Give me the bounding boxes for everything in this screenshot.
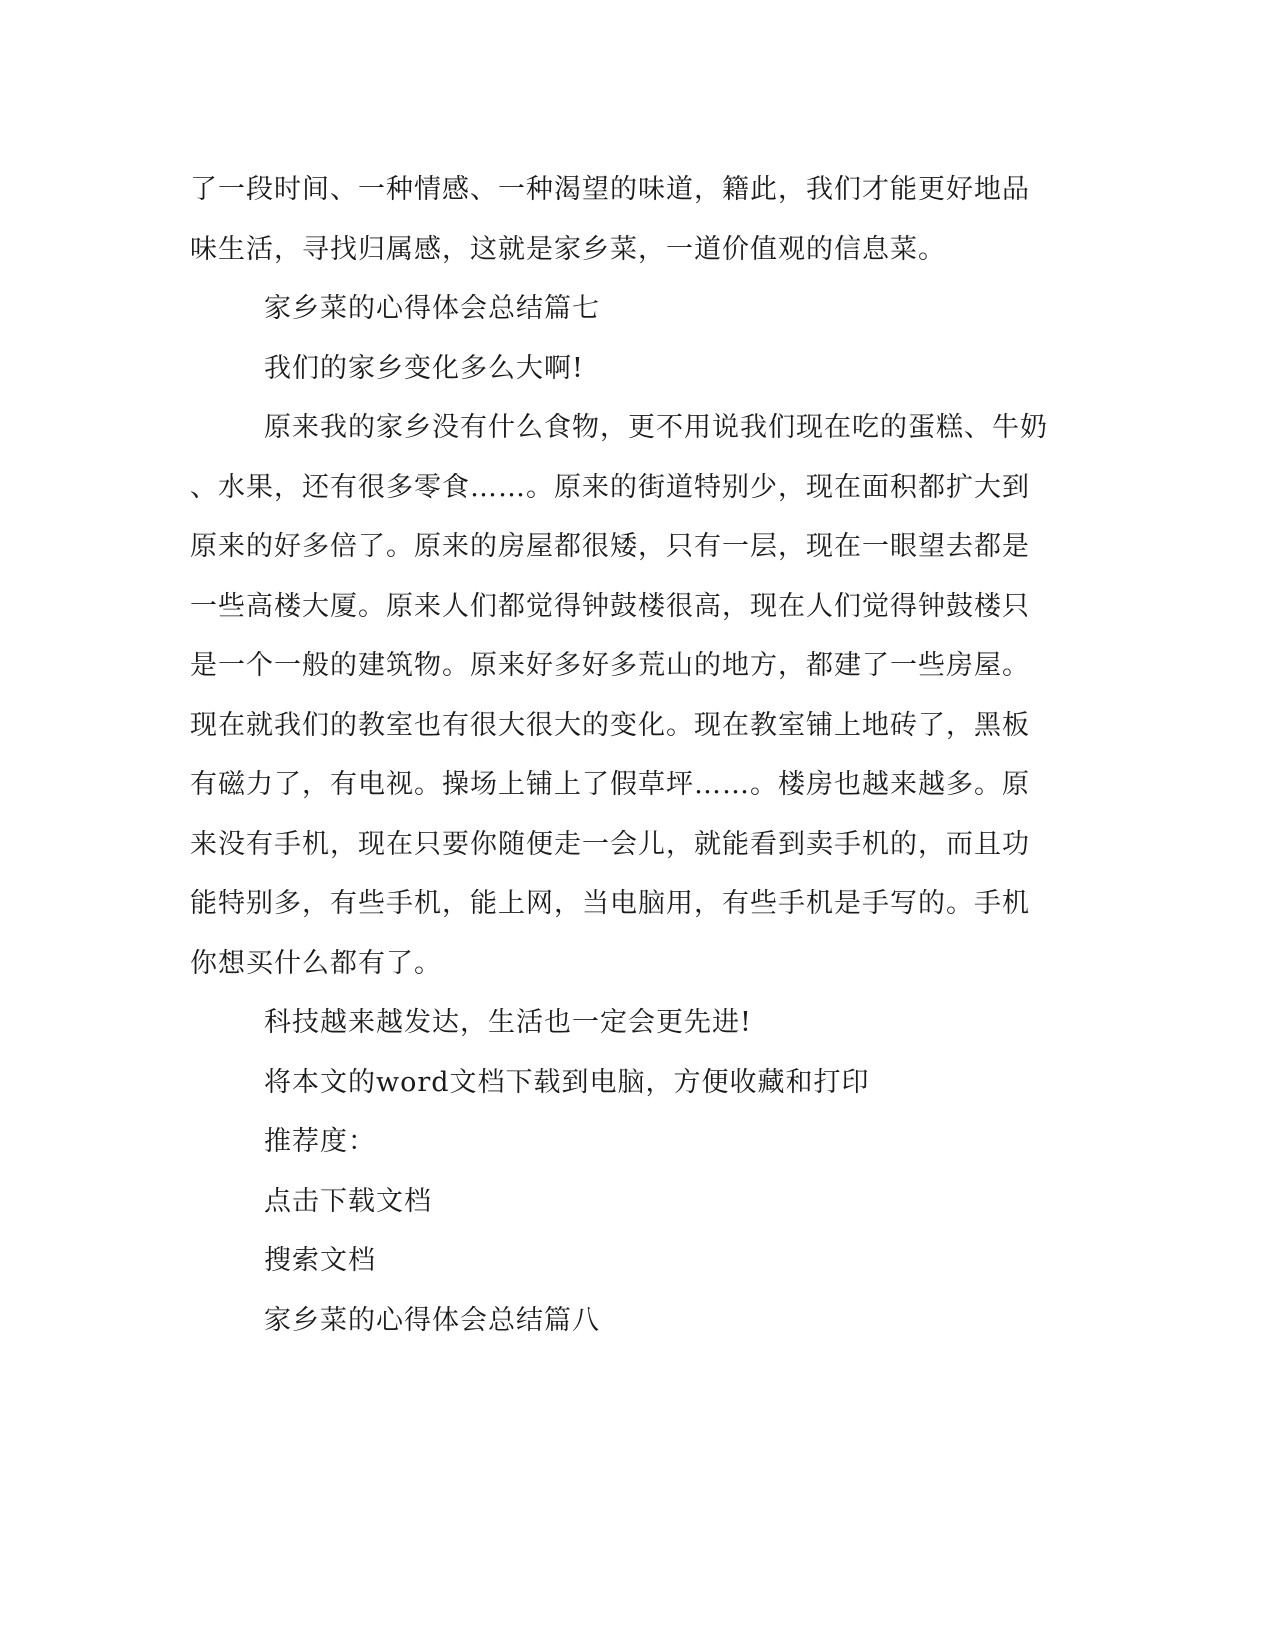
document-body: [190, 160, 1085, 1350]
recommendation-label: 推荐度：: [264, 1126, 376, 1157]
paragraph-line: 来没有手机，现在只要你随便走一会儿，就能看到卖手机的，而且功: [190, 828, 1030, 860]
paragraph-line: 了一段时间、一种情感、一种渴望的味道，籍此，我们才能更好地品: [190, 174, 1030, 205]
paragraph-line: 现在就我们的教室也有很大很大的变化。现在教室铺上地砖了，黑板: [190, 709, 1030, 741]
paragraph-line: 你想买什么都有了。: [190, 947, 442, 979]
download-document-link[interactable]: 点击下载文档: [264, 1185, 432, 1217]
section-heading: 家乡菜的心得体会总结篇八: [264, 1304, 600, 1336]
search-document-link[interactable]: 搜索文档: [264, 1245, 376, 1276]
paragraph-line: 原来的好多倍了。原来的房屋都很矮，只有一层，现在一眼望去都是: [190, 531, 1030, 562]
paragraph-line: 味生活，寻找归属感，这就是家乡菜，一道价值观的信息菜。: [190, 233, 946, 265]
paragraph-line: 是一个一般的建筑物。原来好多好多荒山的地方，都建了一些房屋。: [190, 650, 1030, 681]
download-prompt: 将本文的word文档下载到电脑，方便收藏和打印: [264, 1066, 870, 1098]
paragraph-line: 科技越来越发达，生活也一定会更先进!: [264, 1007, 752, 1038]
section-heading: 家乡菜的心得体会总结篇七: [264, 293, 600, 324]
paragraph-line: 、水果，还有很多零食……。原来的街道特别少，现在面积都扩大到: [190, 471, 1030, 503]
paragraph-line: 有磁力了，有电视。操场上铺上了假草坪……。楼房也越来越多。原: [190, 769, 1030, 800]
paragraph-line: 原来我的家乡没有什么食物，更不用说我们现在吃的蛋糕、牛奶: [264, 412, 1048, 443]
paragraph-line: 能特别多，有些手机，能上网，当电脑用，有些手机是手写的。手机: [190, 888, 1030, 919]
paragraph-line: 我们的家乡变化多么大啊!: [264, 352, 584, 384]
paragraph-line: 一些高楼大厦。原来人们都觉得钟鼓楼很高，现在人们觉得钟鼓楼只: [190, 590, 1030, 622]
